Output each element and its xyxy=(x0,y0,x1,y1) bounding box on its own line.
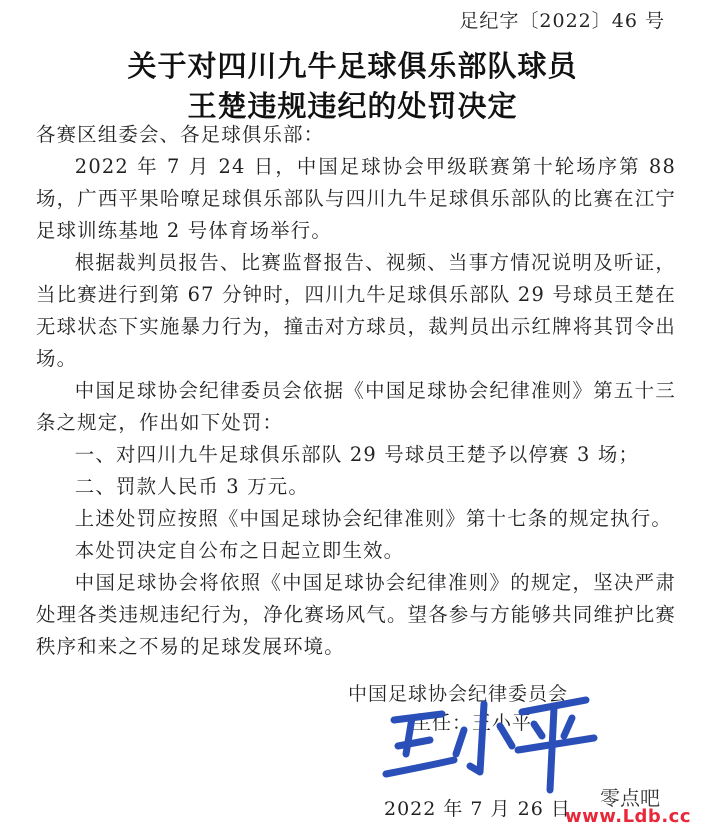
paragraph-match-info: 2022 年 7 月 24 日，中国足球协会甲级联赛第十轮场序第 88 场，广西平果哈嘹足球俱乐部队与四川九牛足球俱乐部队的比赛在江宁足球训练基地 2 号体育场举行。 xyxy=(36,155,676,242)
document-body xyxy=(36,119,676,663)
paragraph-execution: 上述处罚应按照《中国足球协会纪律准则》第十七条的规定执行。 xyxy=(74,507,672,530)
signing-director: 主任：王小平 xyxy=(412,712,533,734)
paragraph-effective: 本处罚决定自公布之日起立即生效。 xyxy=(74,539,405,562)
document-number: 足纪字〔2022〕46 号 xyxy=(459,10,665,32)
recipients-line: 各赛区组委会、各足球俱乐部： xyxy=(36,123,325,146)
signing-committee: 中国足球协会纪律委员会 xyxy=(348,683,569,705)
document-title-line-2: 王楚违规违纪的处罚决定 xyxy=(187,89,518,123)
penalty-item-fine: 二、罚款人民币 3 万元。 xyxy=(74,475,309,498)
penalty-item-suspension: 一、对四川九牛足球俱乐部队 29 号球员王楚予以停赛 3 场； xyxy=(74,443,640,466)
paragraph-basis: 中国足球协会纪律委员会依据《中国足球协会纪律准则》第五十三条之规定，作出如下处罚： xyxy=(36,379,676,434)
paragraph-incident: 根据裁判员报告、比赛监督报告、视频、当事方情况说明及听证，当比赛进行到第 67 分钟时，四川九牛足球俱乐部队 29 号球员王楚在无球状态下实施暴力行为，撞击对方球员，裁判员出示红牌将其罚令出场。 xyxy=(36,251,676,370)
watermark-url: www.Ldb.cc xyxy=(565,806,691,827)
signing-date: 2022 年 7 月 26 日 xyxy=(384,798,571,820)
watermark-site-name: 零点吧 xyxy=(600,786,660,810)
paragraph-closing: 中国足球协会将依照《中国足球协会纪律准则》的规定，坚决严肃处理各类违规违纪行为，净化赛场风气。望各参与方能够共同维护比赛秩序和来之不易的足球发展环境。 xyxy=(36,571,676,658)
handwritten-signature xyxy=(372,690,602,795)
document-title-line-1: 关于对四川九牛足球俱乐部队球员 xyxy=(127,49,578,83)
